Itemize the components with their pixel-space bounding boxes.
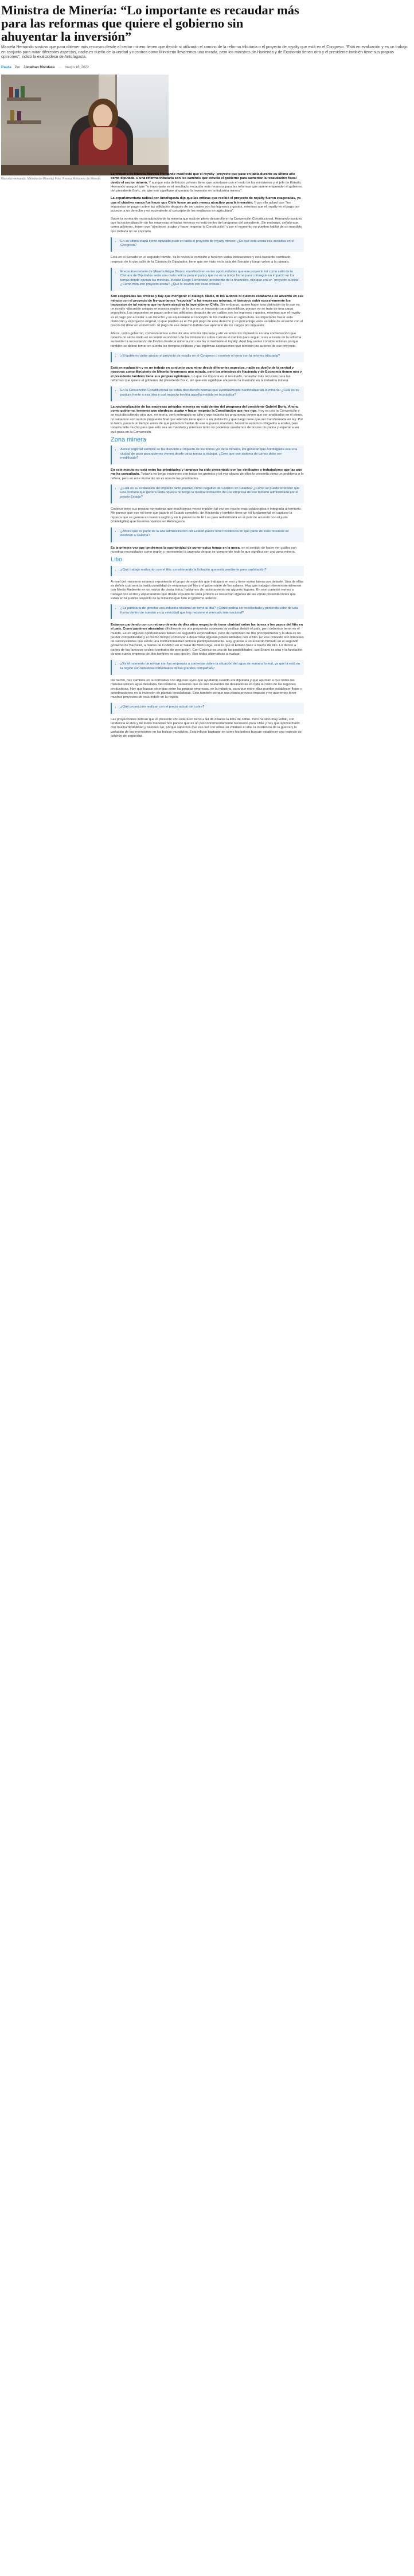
publish-date: marzo 16, 2022 — [65, 65, 89, 69]
question-callout: • El exsubsecretario de Minería Edgar Blanco manifestó en varias oportunidades que ese proyecto tal como salió de la Cámara de Diputados sería una mala noticia para el país y que no es la única forma para conseguir un impacto en los temas donde operan las mineras. Incluso Diego Fernández, presidente de la financiera, dijo que era un “proyecto suicida”. ¿Cómo mira ese proyecto ahora? ¿Qué le ocurrió con esas críticas? — [111, 268, 304, 291]
question-callout: • ¿Ahora que es parte de la alta administración del Estado puede tener incidencia en que parte de esos recursos se destinen a Calama? — [111, 527, 304, 542]
question-callout: • ¿Cuál es su evaluación del impacto tanto positivo como negativo de Codelco en Calama? ¿Cómo se puede entender que una comuna que genera tanta riqueza no tenga la misma retribución de una empresa de ese tamaño administrada por el propio Estado? — [111, 484, 304, 503]
byline-separator: — — [58, 65, 62, 69]
question-callout: • ¿El gobierno debe apoyar el proyecto de royalty en el Congreso o resolver el tema con la reforma tributaria? — [111, 352, 304, 362]
article-page — [0, 3, 414, 738]
article-photo — [1, 75, 169, 175]
article-body — [111, 173, 304, 742]
section-heading-zona-minera: Zona minera — [111, 436, 146, 443]
question-callout: • ¿Es el momento de revisar con las empresas a conversar sobre la situación del agua de manera formal, ya que la está en la región son industrias individuales de las grandes compañías? — [111, 660, 304, 675]
paragraph: De hecho, hay cambios en la normativa con algunas leyes que ayudaron cuando era diputada y que apuntan a que todas las mineras utilicen agua desalada. No obstante, sabemos que es aún bastantes de desaladoras en toda la costa de las regiones productoras. Hay que buscar sinergias entre las propias empresas, en la industria, para que entre ellas puedan establecer flujos y coordinaciones en la inversión de plantas desaladoras. Esto también porque una planta provoca impacto y no queremos tener muchos proyectos de esta índole en la región. — [111, 678, 302, 699]
byline-prefix: Por — [14, 65, 21, 69]
paragraph: En este minuto no está entre las prioridades y tampoco ha sido presentado por los sindicatos o trabajadores que las que me ha consultado. Todavía no tengo reuniones con todos los gremios y tal vez alguno de ellos lo presenta como un problema o lo refiera, pero en este momento no es una de las prioridades. — [111, 468, 304, 480]
article-lede: Marcela Hernando sostuvo que para obtener más recursos desde el sector minero tienen que decidir si utilizarán el camino de la reforma tributaria o el proyecto de royalty que está en el Congreso. “Está en evaluación y es un trabajo en conjunto para mirar diferentes aspectos, nadie es dueño de la verdad y nosotros como Ministerio llevaremos una mirada, pero los ministros de Hacienda y de Economía tienen otra y el presidente también tiene sus propias opiniones”, indicó la exalcaldesa de Antofagasta. — [1, 45, 408, 60]
site-logo[interactable]: Pauta — [1, 65, 11, 70]
headline-line-2: para las reformas que quiere el gobierno sin — [1, 16, 244, 30]
section-heading-litio: Litio — [111, 556, 123, 564]
paragraph: La ministra de Minería Marcela Hernando manifestó que el royalty -proyecto que pase en tabla durante su último año como diputada- u una reforma tributaria son los caminos que estudia el gobierno para aumentar la recaudación fiscal desde el sector minero. Y aunque esta definición primero tiene que acordarse con el resto de los ministerios y el jefe de Estado, Hernando aseguró que “lo importante es el resultado, recaudar más recursos para las reformas que quiere emprender el gobierno del presidente Boric, sin que eso signifique ahuyentar la inversión en la industria minera”. — [111, 173, 302, 193]
author-link[interactable]: Jonathan Mondaca — [24, 65, 55, 69]
paragraph: La exparlamentaria radical por Antofagasta dijo que las críticas que recibió el proyecto de royalty fueron exageradas, ya que el objetivo nunca fue hacer que Chile fuese un país menos atractivo para la inversión. Y por ello aclaró que “los impuestos se pagan sobre las utilidades después de ser cuales son los ingresos y gastos, mientras que el royalty es el pago por acceder a un derecho y es equivalente al concepto de los medianos en agricultura”. — [111, 197, 301, 213]
paragraph: Está en evaluación y es un trabajo en conjunto para mirar desde diferentes aspectos, nadie es dueño de la verdad y nosotros como Ministerio de Minería llevaremos una mirada, pero los ministros de Hacienda y de Economía tienen otra y el presidente también tiene sus propias opiniones. Lo que me importa es el resultado, recaudar más recursos para las reformas que quiere el gobierno del presidente Boric, sin que eso signifique ahuyentar la inversión en la industria minera. — [111, 366, 302, 382]
photo-caption: Marcela Hernando, Ministra de Minería | Foto: Prensa Ministerio de Minería — [1, 177, 101, 181]
paragraph: Sobre la norma de nacionalización de la minería que está en pleno desarrollo en la Convención Constitucional, Hernando sostuvo que la nacionalización de las empresas privadas mineras no está dentro del programa del presidente. Sin embargo, señaló que, como gobierno, tienen que “obedecer, acatar y hacer respetar la Constitución” y por el momento no pueden hablar de un mandato que todavía no se concreta. — [111, 217, 302, 233]
paragraph: Ahora, como gobierno, comenzaremos a discutir una reforma tributaria y ahí veremos los impuestos en una conversación que todavía no se ha dado en el comité económico de los ministerios sobre cuál es el camino para seguir, si es a través de la reforma aumentar la recaudación de fondos desde la minería con una ley o mediante el royalty. Aquí hay varias consideraciones porque también se deben tomar en cuenta los tiempos políticos y las legítimas aspiraciones que también los autores de ese proyecto. — [111, 331, 302, 348]
byline — [1, 64, 414, 71]
headline-line-3: ahuyentar la inversión” — [1, 29, 132, 44]
question-callout: • ¿Qué trabajo realizarán con el litio, considerando la licitación que está pendiente para explotación? — [111, 566, 304, 576]
question-callout: • ¿Es partidaria de generar una industria nacional en torno al litio? ¿Cómo podría ser recolectada y poniendo valor de una forma dentro de nuestro en la velocidad que hoy requiere el mercado internacional? — [111, 604, 304, 619]
paragraph: Codelco tiene sus propias normativas que muchísimas veces impiden tal vez ser mucho más colaborativa e integrada al territorio. Me parece que ese rol tiene que jugarlo el Estado completo, de Hacienda y también tiene un rol fundamental en capturar la riqueza que se genera en nuestra región y en la provincia de El Loa para redistribuirla en el país de acuerdo con el justo (ininteligible) que tenemos vivimos en Antofagasta. — [111, 507, 302, 523]
headline-line-1: Ministra de Minería: “Lo importante es recaudar más — [1, 3, 299, 17]
paragraph: Es la primera vez que tendremos la oportunidad de poner estos temas en la mesa, en el sentido de hacer ver cuáles son nuestras necesidades como región y representar la urgencia de que se comprende todo lo que significa ser una zona minera. — [111, 546, 297, 554]
question-callout: • ¿Qué proyección realizan con el precio actual del cobre? — [111, 703, 304, 713]
paragraph: Está en el Senado en el segundo trámite. Ya lo revisó la comisión e hicieron varias indicaciones y está bastante cambiado respecto de lo que salió de la Cámara de Diputados; tiene que ser visto en la sala del Senado y luego volver a la cámara. — [111, 256, 291, 264]
paragraph: La nacionalización de las empresas privadas mineras no está dentro del programa del presidente Gabriel Boric. Ahora, como gobierno, tenemos que obedecer, acatar y hacer respetar la Constitución que nos rige. Hoy es una la Convención y se está discutiendo otra que, en teoría, será entregada en julio y que todavía los programas tienen que ser analizados en el pleno, no sabemos aún será la propuesta final que además tiene que ir a un plebiscito y que luego tiene que ser transformada en ley. Por lo tanto, pasará un tiempo antes de que podamos hablar de ese supuesto mandato. Nosotros estamos obligados a acatar, pero todavía falta mucho para que esto sea un mandato y mientras tanto no podemos quedarnos de brazos cruzados y esperar a ver qué pasa en la Convención. — [111, 405, 303, 434]
article-headline — [1, 3, 414, 43]
paragraph: Las proyecciones indican que el presente año estará en torno a $4 de dólares la libra de cobre. Pero ha sido muy volátil, con tendencia al alza y de todas maneras nos parece que es un precio tremendamente necesario para Chile y hay que aprovecharlo con mucha flexibilidad y batones ojo, porque sabemos que eso ser con obras su volatiles el alta. la incidencia de la guerra y la variación de los inversiones en las bolsas mundiales. Esto influye bastante en cómo los países buscan establecer una especie de colchón de seguridad. — [111, 717, 302, 738]
question-callout: • En su última etapa como diputada puso en tabla el proyecto de royalty minero: ¿Es qué está ahora esa iniciativa en el Congreso? — [111, 237, 304, 252]
paragraph: A nivel del ministerio estamos reponiendo el grupo de expertos que trabajará en eso y tiene varias tareas por delante. Una de ellas es definir cuál será la institucionalidad de empresas del litio y el gobernante de los salares. Hay que trabajar interministerialmente con Medio Ambiente en un marco de cierta íntica, hablamos de racionamiento en algunos lugares. En ese contexto vamos a trabajar con el litio y esperaremos que desde el punto de vista jurídico se resuelvan algunas de las varias presentaciones que están en la justicia respecto de la licitación que hizo el gobierno anterior. — [111, 580, 303, 601]
question-callout: • En la Convención Constitucional se están discutiendo normas que eventualmente nacionalizarían la minería: ¿Cuál es su postura frente a esa idea y qué impacto tendría aquella medida en la práctica? — [111, 386, 304, 401]
paragraph: Son exageradas las críticas y hay que morigerar el diálogo. Nadie, ni los autores ni quienes estábamos de acuerdo en ese minuto con el proyecto de ley queríamos “expulsar” a las empresas mineras, ni tampoco subir excesivamente los impuestos de tal manera que no fuera atractiva la inversión en Chile. Sin embargo, quiero hacer una distinción de lo que es un royalty -discusión antigua en nuestra región- de lo que es un impuesto para desmitificar, porque no se trata de una carga impositiva. Los impuestos se pagan sobre las utilidades después de ver cuáles son los ingresos y gastos, mientras que el royalty es el pago por acceder a un derecho y es equivalente al concepto de los medianos en agricultura. Es importante hacer esta distinción y el proyecto original, lo que planteó es el 3% por pago de este derecho y un porcentaje varía variable de acuerdo con el precio del dólar en el mercado. El pago de ese derecho habría que aportarlo de los cargos por impuesto. — [111, 295, 304, 328]
question-callout: • A nivel regional siempre se ha discutido el impacto de los tomos y/o de la minería, los generan que Antofagasta sea una ciudad de paso para quienes vienen desde otras tomas a trabajar. ¿Cree que ese sistema de turnos debe ser modificado? — [111, 445, 304, 464]
paragraph: Estamos partiendo con un retraso de más de diez años respecto de tener claridad sobre las tareas y los pasos del litio en el país. Como partimos atrasados dificilmente es una propuesta soberana de realizar desde el país, pero debemos tener en el mundo. Es en algunas oportunidades tienen los segundos exportadores, pero de carbonato de litio principalmente y la idea es no perder competitividad y el mismo tiempo comenzar a desarrollar algunas potencialidades con el litio. En ese contexto son intereses de sobrevivientes que existe una institucionalidad definida participativamente. Hoy, gracias a un acuerdo firmado en el segundo gobierno de Bachelet, a manos de Codelco en el Salar de Maricunga, está lo que el Estado hace a través del litio. Lo dentro a partes de los famosos cecles (contratos de operación). Con Codelco es una de las posibilidades, con Enami es otra y la fundación de una nueva empresa del litio también es una opción. Son todas alternativas a evaluar. — [111, 623, 304, 656]
